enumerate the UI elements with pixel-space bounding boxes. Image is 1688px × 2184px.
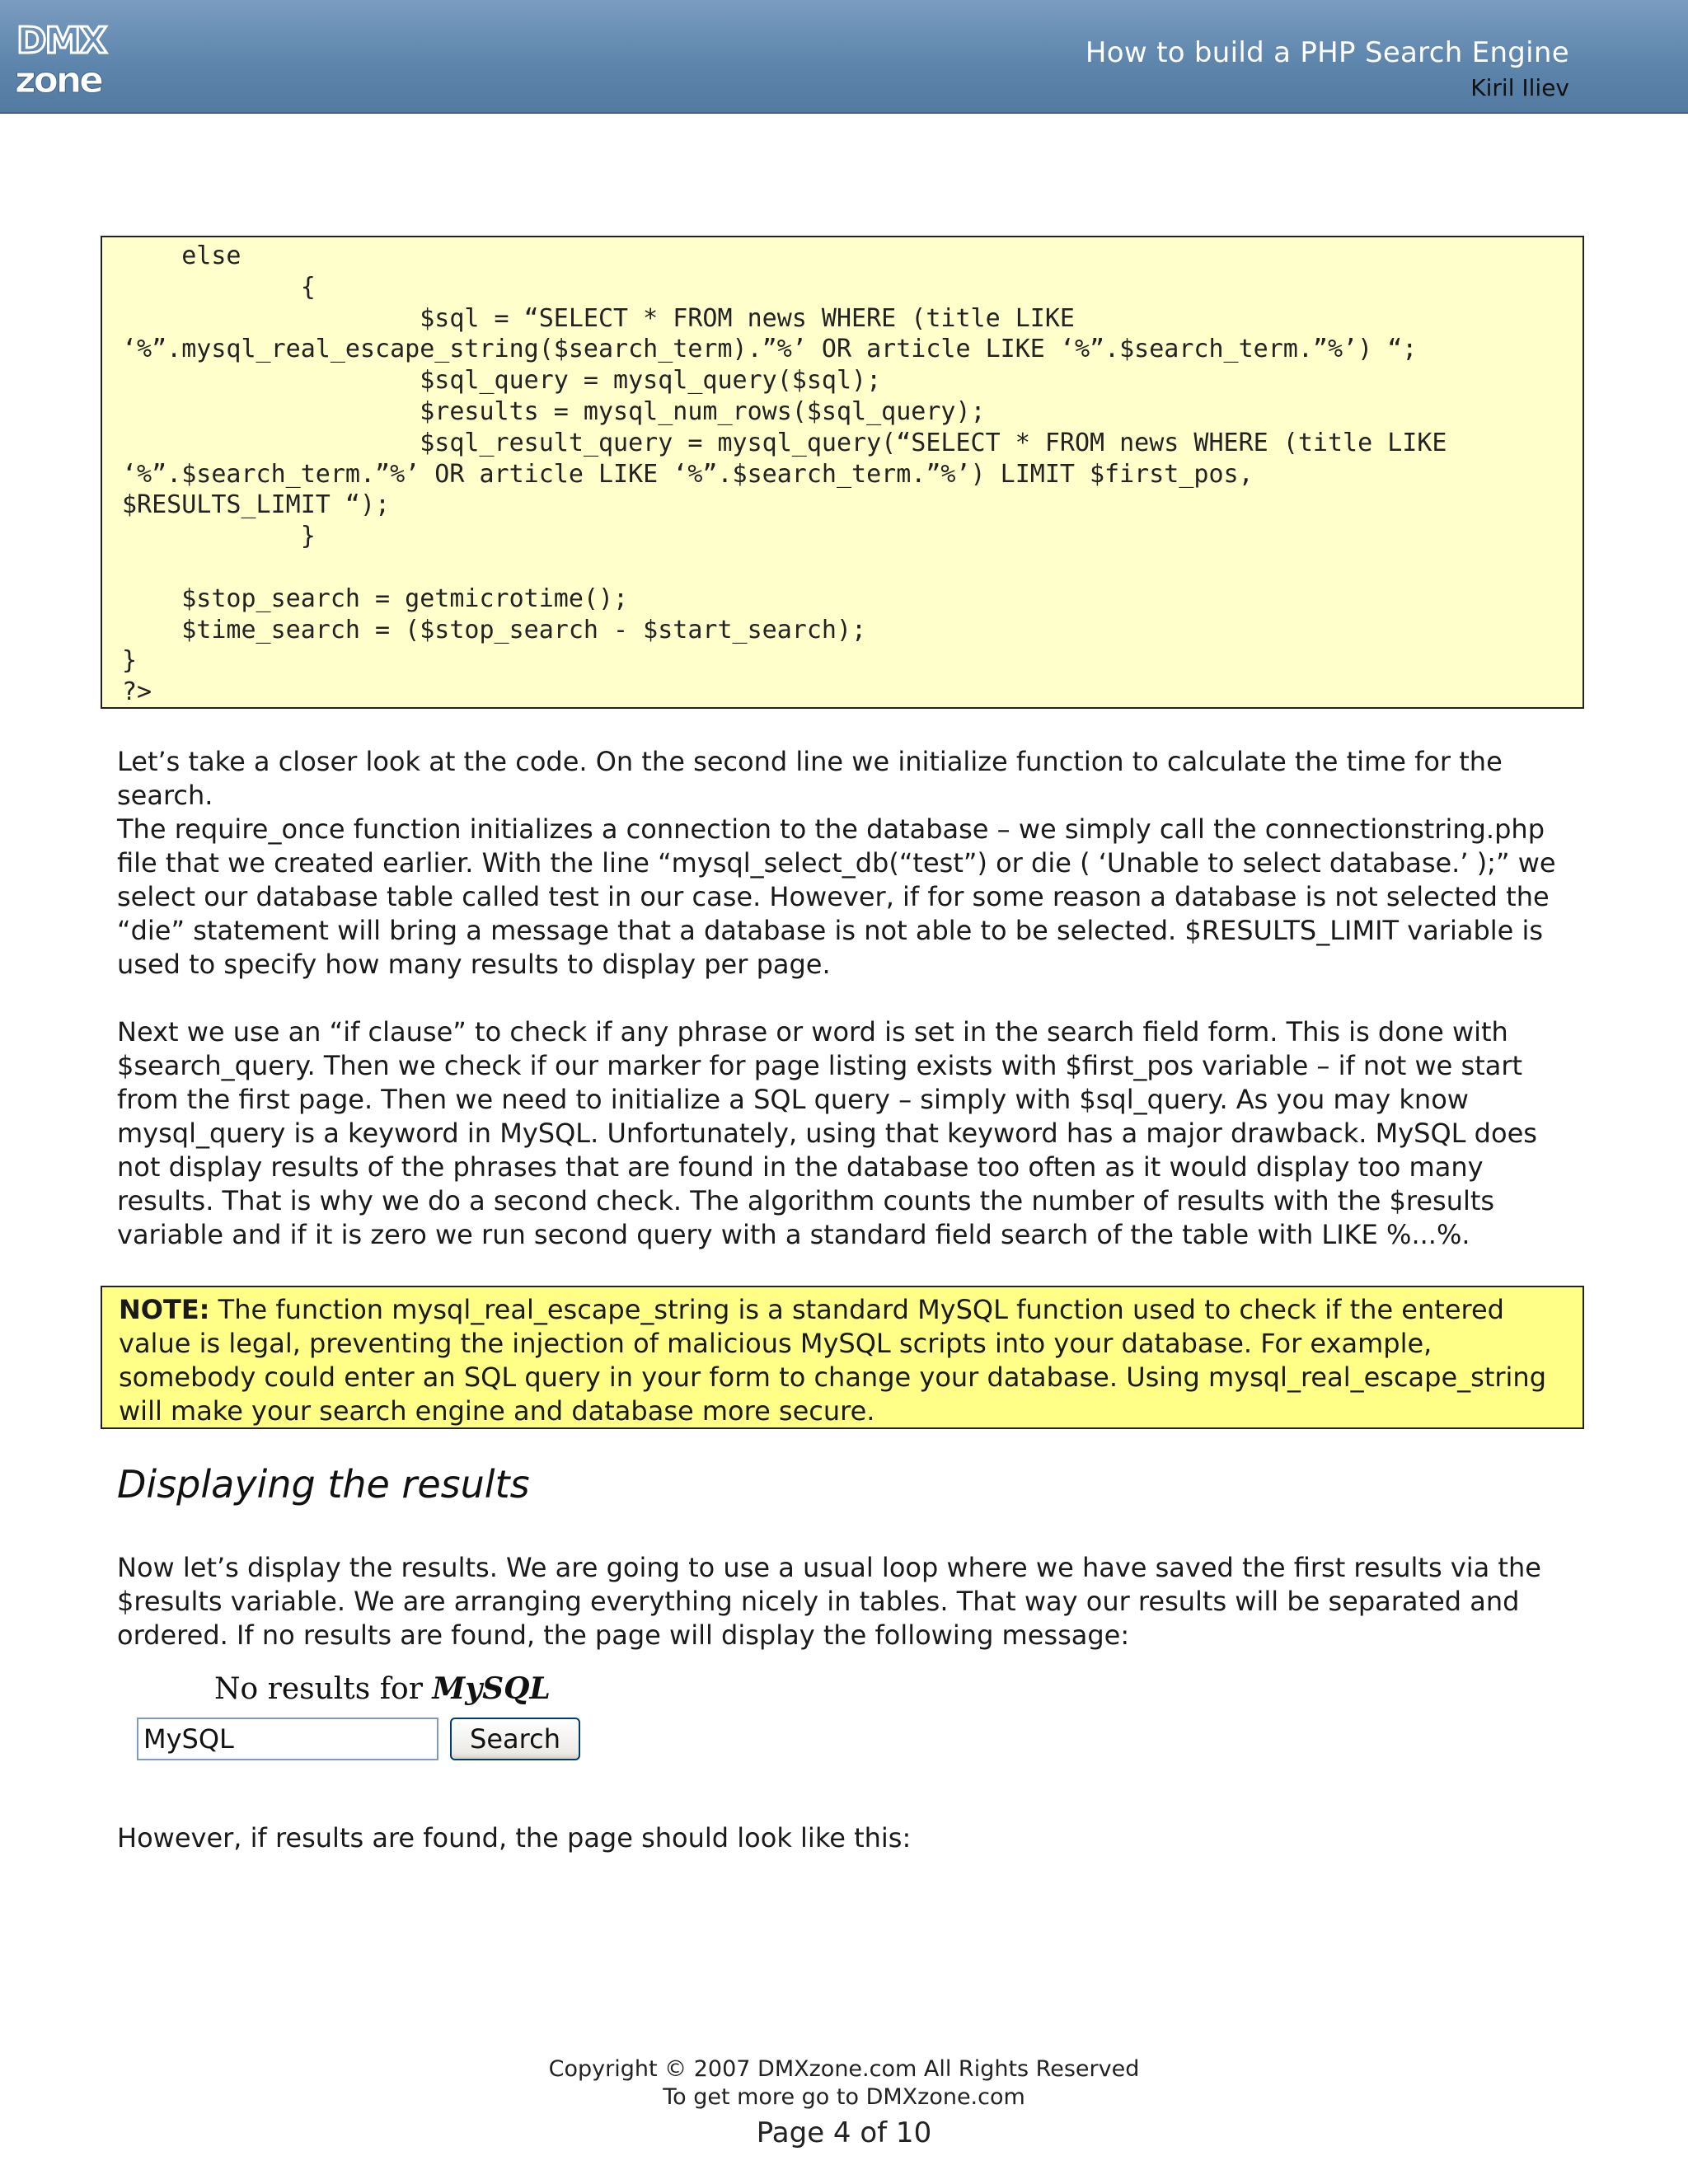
code-block [101, 236, 1584, 709]
search-button[interactable]: Search [450, 1718, 580, 1760]
footer-copyright: Copyright © 2007 DMXzone.com All Rights Reserved [548, 2056, 1140, 2082]
paragraph-results-found: However, if results are found, the page should look like this: [117, 1822, 912, 1854]
dmxzone-logo-icon [13, 16, 112, 99]
no-results-prefix: No results for [214, 1672, 433, 1706]
search-input[interactable] [137, 1718, 438, 1760]
paragraph-if-clause: Next we use an “if clause” to check if any phrase or word is set in the search field form. This is done with $search_query. Then we check if our marker for page listing exists with $first_pos variable – if not we start from the first page. Then we need to initialize a SQL query – simply with $sql_query. As you may know mysql_query is a keyword in MySQL. Unfortunately, using that keyword has a major drawback. MySQL does not display results of the phrases that are found in the database too often as it would display too many results. That is why we do a second check. The algorithm counts the number of results with the $results variable and if it is zero we run second query with a standard field search of the table with LIKE %...%. [117, 1016, 1537, 1250]
code-text: else { $sql = “SELECT * FROM news WHERE (title LIKE ‘%”.mysql_real_escape_string($search_term).”%’ OR article LIKE ‘%”.$search_term.”%’) “; $sql_query = mysql_query($sql); $results = mysql_num_rows($sql_query); $sql_result_query = mysql_query(“SELECT * FROM news WHERE (title LIKE ‘%”.$search_term.”%’ OR article LIKE ‘%”.$search_term.”%’) LIMIT $first_pos, $RESULTS_LIMIT “); } $stop_search = getmicrotime(); $time_search = ($stop_search - $start_search); } ?> [122, 241, 1447, 707]
document-title: How to build a PHP Search Engine [1085, 36, 1569, 69]
footer-more-link-text: To get more go to DMXzone.com [663, 2084, 1025, 2110]
section-heading: Displaying the results [117, 1462, 530, 1507]
paragraph-require-once: The require_once function initializes a connection to the database – we simply call the connectionstring.php file that we created earlier. With the line “mysql_select_db(“test”) or die ( ‘Unable to select database.’ );” we select our database table called test in our case. However, if for some reason a database is not selected the “die” statement will bring a message that a database is not able to be selected. $RESULTS_LIMIT variable is used to specify how many results to display per page. [117, 813, 1556, 980]
note-box [101, 1286, 1584, 1429]
note-label: NOTE: [119, 1294, 210, 1325]
no-results-message [214, 1671, 551, 1706]
page-footer [0, 2055, 1688, 2151]
svg-text:zone: zone [15, 59, 102, 99]
paragraph-display-results: Now let’s display the results. We are going to use a usual loop where we have saved the first results via the $results variable. We are arranging everything nicely in tables. That way our results will be separated and ordered. If no results are found, the page will display the following message: [117, 1552, 1541, 1651]
page-number: Page 4 of 10 [756, 2116, 932, 2149]
paragraph-code-intro: Let’s take a closer look at the code. On the second line we initialize function to calculate the time for the search. [117, 746, 1503, 811]
svg-text:DMX: DMX [16, 20, 106, 62]
note-text: The function mysql_real_escape_string is a standard MySQL function used to check if the entered value is legal, preventing the injection of malicious MySQL scripts into your database. For example, somebody could enter an SQL query in your form to change your database. Using mysql_real_escape_string will make your search engine and database more secure. [119, 1294, 1546, 1427]
author-name: Kiril Iliev [1470, 74, 1569, 101]
no-results-term: MySQL [432, 1671, 551, 1706]
page-header [0, 0, 1688, 114]
